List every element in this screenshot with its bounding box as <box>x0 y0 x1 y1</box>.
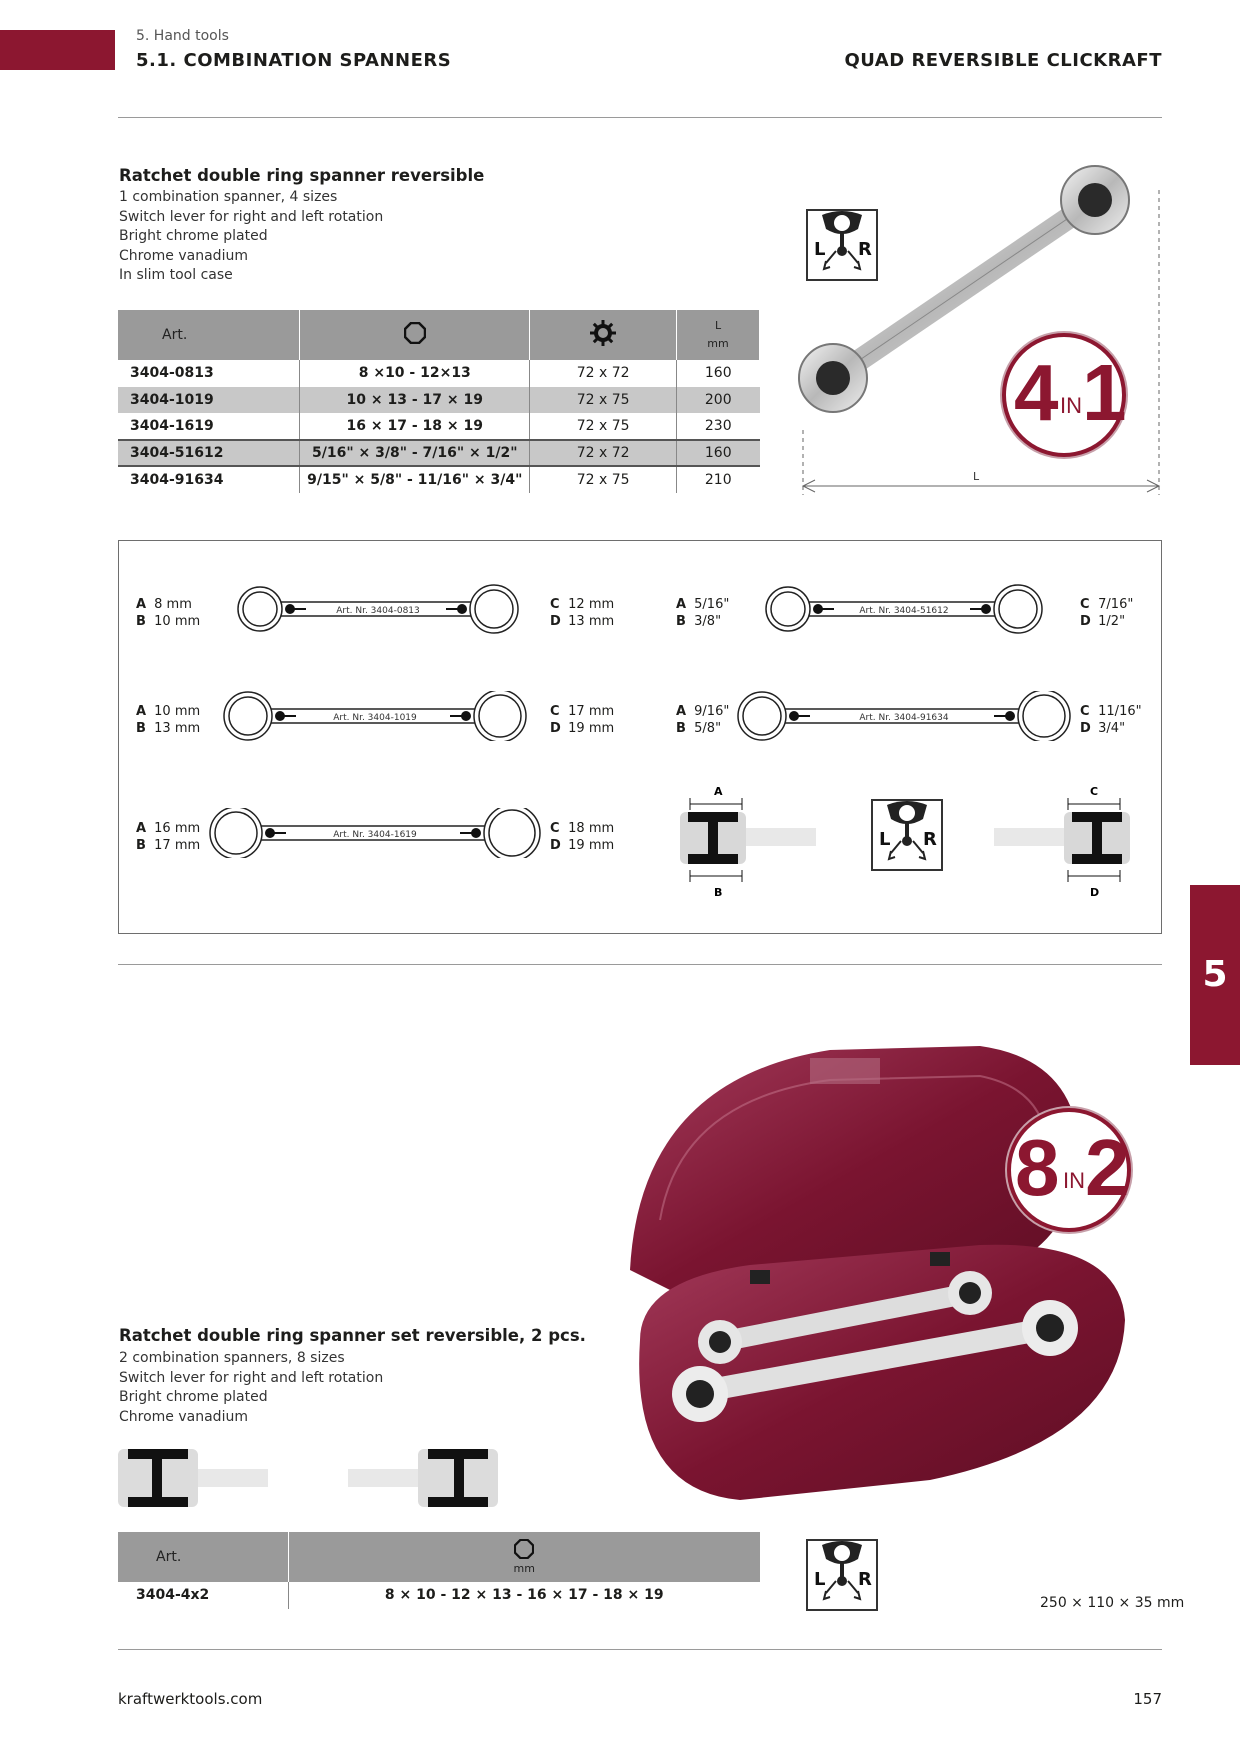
badge-in-text: IN <box>1060 393 1082 418</box>
feature-item: Chrome vanadium <box>119 1408 248 1425</box>
ratchet-gear-icon <box>590 320 616 346</box>
spanner-art-number: Art. Nr. 3404-1619 <box>333 830 417 840</box>
table-row <box>118 387 760 414</box>
section-divider <box>118 964 1162 965</box>
svg-text:R: R <box>923 829 937 850</box>
lr-rotation-icon <box>871 799 943 871</box>
svg-text:L: L <box>879 829 891 850</box>
dim-label-ab: A 10 mm B 13 mm <box>136 704 201 736</box>
table-row <box>118 413 760 440</box>
svg-text:R: R <box>858 1569 872 1590</box>
feature-item: Bright chrome plated <box>119 228 268 244</box>
art-number: 3404-1619 <box>118 413 300 440</box>
col-size-header <box>288 1532 760 1582</box>
table-row <box>118 466 760 493</box>
spanner-outline <box>208 808 542 858</box>
dim-label-cd: C 17 mm D 19 mm <box>550 704 615 736</box>
section-title: 5.1. COMBINATION SPANNERS <box>136 50 452 71</box>
teeth-cell: 72 x 75 <box>530 387 677 414</box>
spanner-outline <box>736 691 1072 741</box>
feature-item: Bright chrome plated <box>119 1389 268 1405</box>
spanner-art-number: Art. Nr. 3404-91634 <box>859 713 949 723</box>
svg-text:R: R <box>858 239 872 260</box>
section-number: 5. Hand tools <box>136 28 229 44</box>
feature-item: Switch lever for right and left rotation <box>119 1369 384 1386</box>
badge-number-left: 8 <box>1015 1123 1056 1212</box>
dim-label-ab: A 16 mm B 17 mm <box>136 821 201 853</box>
dimension-label-l: L <box>973 470 980 483</box>
size-cell: 8 ×10 - 12×13 <box>300 360 530 387</box>
length-cell: 160 <box>677 440 760 467</box>
art-number: 3404-91634 <box>118 466 300 493</box>
size-cell: 8 × 10 - 12 × 13 - 16 × 17 - 18 × 19 <box>384 1587 664 1604</box>
dim-label-ab: A 8 mm B 10 mm <box>136 597 201 629</box>
art-number: 3404-1019 <box>118 387 300 414</box>
spanner-outline <box>764 584 1044 634</box>
dim-label-ab: A 5/16" B 3/8" <box>676 597 730 629</box>
product-title: Ratchet double ring spanner reversible <box>119 166 485 185</box>
length-unit: mm <box>707 337 729 350</box>
dim-label-cd: C 18 mm D 19 mm <box>550 821 615 853</box>
product-line-title: QUAD REVERSIBLE CLICKRAFT <box>844 50 1162 71</box>
dim-letter-b: B <box>714 886 723 899</box>
product-title: Ratchet double ring spanner set reversible, 2 pcs. <box>119 1326 586 1345</box>
teeth-cell: 72 x 75 <box>530 413 677 440</box>
col-art-header: Art. <box>118 1532 288 1582</box>
case-dimensions: 250 × 110 × 35 mm <box>1040 1595 1185 1611</box>
lr-rotation-icon <box>806 1539 878 1611</box>
spanner-outline <box>222 691 528 741</box>
table-header-row <box>118 310 760 360</box>
brand-color-bar <box>0 30 115 70</box>
table-row <box>118 360 760 387</box>
eight-in-two-badge <box>1007 1108 1131 1232</box>
teeth-cell: 72 x 72 <box>530 440 677 467</box>
table-row <box>118 440 760 467</box>
col-ring-header <box>300 310 530 360</box>
dim-letter-d: D <box>1090 886 1100 899</box>
length-label: L <box>714 319 722 332</box>
badge-number-right: 1 <box>1082 348 1123 437</box>
dim-label-ab: A 9/16" B 5/8" <box>676 704 730 736</box>
header-divider <box>118 117 1162 118</box>
dim-letter-c: C <box>1090 785 1099 798</box>
spanner-art-number: Art. Nr. 3404-0813 <box>336 606 420 616</box>
svg-text:L: L <box>814 1569 826 1590</box>
dim-label-cd: C 7/16" D 1/2" <box>1080 597 1134 629</box>
feature-item: Chrome vanadium <box>119 247 248 264</box>
dim-letter-a: A <box>714 785 723 798</box>
length-cell: 210 <box>677 466 760 493</box>
product-image-spanner <box>795 160 1170 500</box>
size-cell: 9/15" × 5/8" - 11/16" × 3/4" <box>300 466 530 493</box>
table-header-row <box>118 1532 760 1582</box>
footer-divider <box>118 1649 1162 1650</box>
footer-website-link[interactable]: kraftwerktools.com <box>118 1690 263 1708</box>
dim-label-cd: C 12 mm D 13 mm <box>550 597 615 629</box>
feature-list <box>119 188 383 286</box>
spanner-art-number: Art. Nr. 3404-1019 <box>333 713 417 723</box>
table-row <box>118 1582 760 1609</box>
teeth-cell: 72 x 72 <box>530 360 677 387</box>
length-cell: 160 <box>704 365 732 382</box>
col-length-header <box>677 310 760 360</box>
badge-in-text: IN <box>1063 1168 1085 1193</box>
col-art-header: Art. <box>118 310 300 360</box>
art-number: 3404-51612 <box>118 440 300 467</box>
page-number: 157 <box>1133 1690 1162 1708</box>
ring-icon <box>514 1539 534 1559</box>
spanner-outline <box>236 584 520 634</box>
art-number: 3404-0813 <box>118 360 300 387</box>
feature-item: Switch lever for right and left rotation <box>119 208 384 225</box>
ring-icon <box>404 322 426 344</box>
feature-item: In slim tool case <box>119 267 233 283</box>
cross-section-image <box>118 1443 498 1513</box>
spec-table <box>118 1532 760 1609</box>
spec-table <box>118 310 760 493</box>
col-teeth-header <box>530 310 677 360</box>
badge-number-right: 2 <box>1085 1123 1126 1212</box>
feature-item: 2 combination spanners, 8 sizes <box>119 1350 345 1366</box>
art-number: 3404-4x2 <box>118 1582 288 1609</box>
spanner-art-number: Art. Nr. 3404-51612 <box>859 606 949 616</box>
length-cell: 200 <box>677 387 760 414</box>
chapter-tab[interactable]: 5 <box>1190 885 1240 1065</box>
dim-label-cd: C 11/16" D 3/4" <box>1080 704 1142 736</box>
teeth-cell: 72 x 75 <box>530 466 677 493</box>
feature-list <box>119 1349 383 1427</box>
size-cell: 10 × 13 - 17 × 19 <box>300 387 530 414</box>
size-unit: mm <box>513 1562 535 1575</box>
badge-number-left: 4 <box>1014 348 1055 437</box>
four-in-one-badge <box>1002 333 1126 457</box>
length-cell: 230 <box>704 417 732 434</box>
size-cell: 16 × 17 - 18 × 19 <box>300 413 530 440</box>
feature-item: 1 combination spanner, 4 sizes <box>119 189 338 205</box>
svg-text:L: L <box>814 239 826 260</box>
size-cell: 5/16" × 3/8" - 7/16" × 1/2" <box>300 440 530 467</box>
